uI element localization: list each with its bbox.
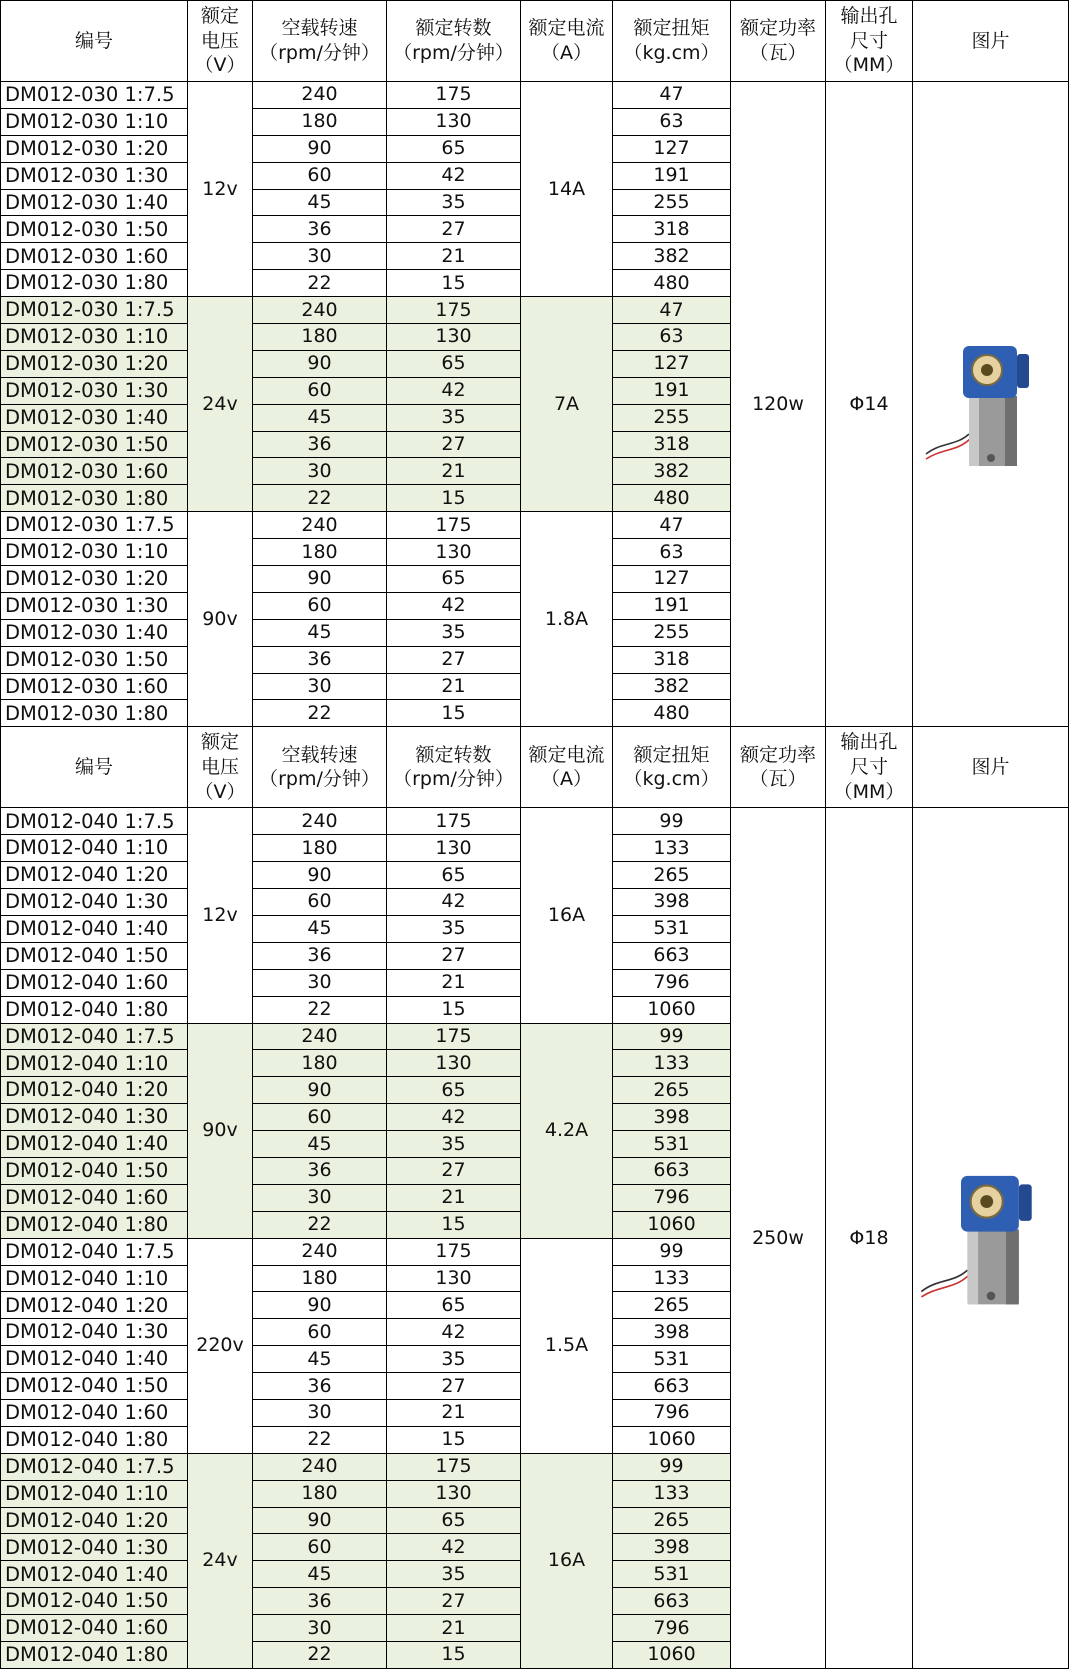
torque-cell: 133	[613, 1480, 731, 1507]
torque-cell: 663	[613, 1157, 731, 1184]
no-load-speed-cell: 180	[253, 1480, 387, 1507]
torque-cell: 47	[613, 512, 731, 539]
power-cell: 250w	[731, 808, 826, 1669]
torque-cell: 318	[613, 431, 731, 458]
torque-cell: 1060	[613, 996, 731, 1023]
torque-cell: 480	[613, 270, 731, 297]
torque-cell: 663	[613, 1373, 731, 1400]
rated-speed-cell: 27	[387, 1588, 521, 1615]
torque-cell: 191	[613, 377, 731, 404]
model-cell: DM012-030 1:7.5	[1, 82, 188, 109]
torque-cell: 480	[613, 700, 731, 727]
no-load-speed-cell: 30	[253, 1615, 387, 1642]
column-header: 额定电流 （A）	[521, 727, 613, 808]
rated-speed-cell: 27	[387, 431, 521, 458]
no-load-speed-cell: 90	[253, 1292, 387, 1319]
model-cell: DM012-040 1:80	[1, 1641, 188, 1668]
rated-speed-cell: 65	[387, 1077, 521, 1104]
column-header: 空载转速 （rpm/分钟）	[253, 1, 387, 82]
model-cell: DM012-040 1:80	[1, 1426, 188, 1453]
no-load-speed-cell: 180	[253, 324, 387, 351]
model-cell: DM012-040 1:50	[1, 942, 188, 969]
current-cell: 16A	[521, 1453, 613, 1668]
model-cell: DM012-040 1:30	[1, 1319, 188, 1346]
no-load-speed-cell: 45	[253, 1131, 387, 1158]
rated-speed-cell: 130	[387, 108, 521, 135]
rated-speed-cell: 27	[387, 1373, 521, 1400]
rated-speed-cell: 35	[387, 404, 521, 431]
no-load-speed-cell: 240	[253, 808, 387, 835]
torque-cell: 63	[613, 108, 731, 135]
torque-cell: 1060	[613, 1426, 731, 1453]
voltage-cell: 24v	[188, 297, 253, 512]
model-cell: DM012-040 1:60	[1, 1399, 188, 1426]
rated-speed-cell: 35	[387, 1561, 521, 1588]
no-load-speed-cell: 90	[253, 566, 387, 593]
rated-speed-cell: 35	[387, 1346, 521, 1373]
rated-speed-cell: 65	[387, 862, 521, 889]
rated-speed-cell: 15	[387, 1641, 521, 1668]
model-cell: DM012-040 1:30	[1, 889, 188, 916]
voltage-cell: 220v	[188, 1238, 253, 1453]
column-header: 空载转速 （rpm/分钟）	[253, 727, 387, 808]
header-row	[1, 1, 1069, 82]
current-cell: 7A	[521, 297, 613, 512]
no-load-speed-cell: 60	[253, 1104, 387, 1131]
model-cell: DM012-030 1:50	[1, 431, 188, 458]
model-cell: DM012-040 1:10	[1, 835, 188, 862]
column-header: 输出孔 尺寸 （MM）	[826, 727, 913, 808]
no-load-speed-cell: 60	[253, 1534, 387, 1561]
no-load-speed-cell: 22	[253, 485, 387, 512]
model-cell: DM012-030 1:20	[1, 350, 188, 377]
torque-cell: 63	[613, 539, 731, 566]
torque-cell: 382	[613, 458, 731, 485]
torque-cell: 133	[613, 1050, 731, 1077]
rated-speed-cell: 42	[387, 162, 521, 189]
no-load-speed-cell: 60	[253, 377, 387, 404]
model-cell: DM012-040 1:7.5	[1, 808, 188, 835]
no-load-speed-cell: 180	[253, 539, 387, 566]
torque-cell: 265	[613, 1507, 731, 1534]
rated-speed-cell: 175	[387, 1453, 521, 1480]
no-load-speed-cell: 240	[253, 297, 387, 324]
torque-cell: 531	[613, 1561, 731, 1588]
no-load-speed-cell: 240	[253, 1453, 387, 1480]
column-header: 额定功率 （瓦）	[731, 1, 826, 82]
rated-speed-cell: 42	[387, 1104, 521, 1131]
no-load-speed-cell: 60	[253, 1319, 387, 1346]
model-cell: DM012-040 1:40	[1, 1561, 188, 1588]
rated-speed-cell: 130	[387, 1265, 521, 1292]
torque-cell: 191	[613, 162, 731, 189]
no-load-speed-cell: 180	[253, 108, 387, 135]
model-cell: DM012-030 1:80	[1, 485, 188, 512]
column-header: 额定扭矩 （kg.cm）	[613, 1, 731, 82]
model-cell: DM012-040 1:10	[1, 1265, 188, 1292]
column-header: 额定扭矩 （kg.cm）	[613, 727, 731, 808]
hole-size-cell: Φ18	[826, 808, 913, 1669]
no-load-speed-cell: 60	[253, 592, 387, 619]
model-cell: DM012-040 1:80	[1, 996, 188, 1023]
torque-cell: 191	[613, 592, 731, 619]
model-cell: DM012-040 1:40	[1, 1131, 188, 1158]
rated-speed-cell: 130	[387, 1050, 521, 1077]
torque-cell: 255	[613, 619, 731, 646]
model-cell: DM012-030 1:60	[1, 458, 188, 485]
no-load-speed-cell: 22	[253, 1426, 387, 1453]
rated-speed-cell: 15	[387, 1426, 521, 1453]
table-row	[1, 808, 1069, 835]
model-cell: DM012-030 1:30	[1, 377, 188, 404]
current-cell: 1.5A	[521, 1238, 613, 1453]
no-load-speed-cell: 30	[253, 673, 387, 700]
no-load-speed-cell: 30	[253, 969, 387, 996]
column-header: 额定 电压 （V）	[188, 727, 253, 808]
torque-cell: 480	[613, 485, 731, 512]
rated-speed-cell: 175	[387, 512, 521, 539]
model-cell: DM012-040 1:20	[1, 1507, 188, 1534]
model-cell: DM012-030 1:10	[1, 108, 188, 135]
rated-speed-cell: 65	[387, 1292, 521, 1319]
column-header: 编号	[1, 1, 188, 82]
no-load-speed-cell: 45	[253, 404, 387, 431]
no-load-speed-cell: 180	[253, 1265, 387, 1292]
torque-cell: 531	[613, 915, 731, 942]
model-cell: DM012-030 1:7.5	[1, 512, 188, 539]
model-cell: DM012-040 1:50	[1, 1157, 188, 1184]
rated-speed-cell: 35	[387, 1131, 521, 1158]
rated-speed-cell: 15	[387, 485, 521, 512]
model-cell: DM012-040 1:10	[1, 1480, 188, 1507]
model-cell: DM012-030 1:30	[1, 162, 188, 189]
rated-speed-cell: 21	[387, 969, 521, 996]
torque-cell: 47	[613, 82, 731, 109]
torque-cell: 265	[613, 862, 731, 889]
column-header: 额定功率 （瓦）	[731, 727, 826, 808]
torque-cell: 63	[613, 324, 731, 351]
rated-speed-cell: 42	[387, 377, 521, 404]
model-cell: DM012-030 1:20	[1, 135, 188, 162]
no-load-speed-cell: 45	[253, 189, 387, 216]
model-cell: DM012-040 1:50	[1, 1373, 188, 1400]
rated-speed-cell: 175	[387, 1238, 521, 1265]
rated-speed-cell: 21	[387, 1615, 521, 1642]
model-cell: DM012-030 1:60	[1, 673, 188, 700]
torque-cell: 99	[613, 1238, 731, 1265]
torque-cell: 796	[613, 1615, 731, 1642]
no-load-speed-cell: 22	[253, 1641, 387, 1668]
torque-cell: 796	[613, 1184, 731, 1211]
no-load-speed-cell: 22	[253, 270, 387, 297]
no-load-speed-cell: 36	[253, 1588, 387, 1615]
torque-cell: 127	[613, 566, 731, 593]
photo-cell	[913, 808, 1069, 1669]
rated-speed-cell: 130	[387, 324, 521, 351]
model-cell: DM012-030 1:20	[1, 566, 188, 593]
model-cell: DM012-030 1:40	[1, 619, 188, 646]
no-load-speed-cell: 180	[253, 835, 387, 862]
no-load-speed-cell: 60	[253, 162, 387, 189]
torque-cell: 265	[613, 1292, 731, 1319]
rated-speed-cell: 15	[387, 1211, 521, 1238]
rated-speed-cell: 15	[387, 270, 521, 297]
no-load-speed-cell: 90	[253, 1077, 387, 1104]
torque-cell: 796	[613, 1399, 731, 1426]
torque-cell: 398	[613, 1319, 731, 1346]
gear-motor-photo	[921, 334, 1061, 474]
voltage-cell: 90v	[188, 512, 253, 727]
rated-speed-cell: 21	[387, 1184, 521, 1211]
model-cell: DM012-040 1:40	[1, 1346, 188, 1373]
rated-speed-cell: 27	[387, 1157, 521, 1184]
rated-speed-cell: 175	[387, 82, 521, 109]
model-cell: DM012-040 1:60	[1, 969, 188, 996]
current-cell: 16A	[521, 808, 613, 1023]
no-load-speed-cell: 30	[253, 1399, 387, 1426]
column-header: 编号	[1, 727, 188, 808]
rated-speed-cell: 175	[387, 297, 521, 324]
no-load-speed-cell: 30	[253, 243, 387, 270]
rated-speed-cell: 21	[387, 458, 521, 485]
torque-cell: 531	[613, 1131, 731, 1158]
model-cell: DM012-040 1:30	[1, 1534, 188, 1561]
torque-cell: 1060	[613, 1211, 731, 1238]
column-header: 输出孔 尺寸 （MM）	[826, 1, 913, 82]
no-load-speed-cell: 240	[253, 512, 387, 539]
column-header: 额定转数 （rpm/分钟）	[387, 1, 521, 82]
column-header: 额定电流 （A）	[521, 1, 613, 82]
no-load-speed-cell: 240	[253, 1023, 387, 1050]
no-load-speed-cell: 60	[253, 889, 387, 916]
model-cell: DM012-040 1:7.5	[1, 1023, 188, 1050]
no-load-speed-cell: 36	[253, 942, 387, 969]
torque-cell: 133	[613, 835, 731, 862]
rated-speed-cell: 27	[387, 216, 521, 243]
model-cell: DM012-040 1:40	[1, 915, 188, 942]
model-cell: DM012-040 1:7.5	[1, 1453, 188, 1480]
no-load-speed-cell: 36	[253, 1157, 387, 1184]
rated-speed-cell: 27	[387, 646, 521, 673]
model-cell: DM012-040 1:20	[1, 1292, 188, 1319]
rated-speed-cell: 175	[387, 808, 521, 835]
model-cell: DM012-040 1:10	[1, 1050, 188, 1077]
rated-speed-cell: 42	[387, 1534, 521, 1561]
torque-cell: 398	[613, 889, 731, 916]
torque-cell: 382	[613, 243, 731, 270]
no-load-speed-cell: 240	[253, 82, 387, 109]
no-load-speed-cell: 45	[253, 1561, 387, 1588]
torque-cell: 318	[613, 646, 731, 673]
column-header: 额定转数 （rpm/分钟）	[387, 727, 521, 808]
model-cell: DM012-040 1:20	[1, 1077, 188, 1104]
no-load-speed-cell: 90	[253, 1507, 387, 1534]
header-row	[1, 727, 1069, 808]
rated-speed-cell: 35	[387, 189, 521, 216]
rated-speed-cell: 65	[387, 566, 521, 593]
column-header: 额定 电压 （V）	[188, 1, 253, 82]
torque-cell: 99	[613, 1023, 731, 1050]
torque-cell: 398	[613, 1534, 731, 1561]
no-load-speed-cell: 22	[253, 996, 387, 1023]
rated-speed-cell: 35	[387, 619, 521, 646]
model-cell: DM012-030 1:40	[1, 189, 188, 216]
no-load-speed-cell: 36	[253, 216, 387, 243]
table-row	[1, 82, 1069, 109]
torque-cell: 99	[613, 808, 731, 835]
no-load-speed-cell: 180	[253, 1050, 387, 1077]
rated-speed-cell: 65	[387, 350, 521, 377]
column-header: 图片	[913, 727, 1069, 808]
model-cell: DM012-030 1:10	[1, 539, 188, 566]
hole-size-cell: Φ14	[826, 82, 913, 727]
torque-cell: 796	[613, 969, 731, 996]
no-load-speed-cell: 45	[253, 915, 387, 942]
no-load-speed-cell: 90	[253, 135, 387, 162]
no-load-speed-cell: 90	[253, 862, 387, 889]
rated-speed-cell: 42	[387, 889, 521, 916]
rated-speed-cell: 130	[387, 835, 521, 862]
torque-cell: 255	[613, 404, 731, 431]
torque-cell: 382	[613, 673, 731, 700]
model-cell: DM012-040 1:30	[1, 1104, 188, 1131]
model-cell: DM012-030 1:50	[1, 216, 188, 243]
torque-cell: 127	[613, 135, 731, 162]
no-load-speed-cell: 240	[253, 1238, 387, 1265]
torque-cell: 47	[613, 297, 731, 324]
no-load-speed-cell: 36	[253, 646, 387, 673]
no-load-speed-cell: 45	[253, 619, 387, 646]
column-header: 图片	[913, 1, 1069, 82]
no-load-speed-cell: 22	[253, 1211, 387, 1238]
voltage-cell: 24v	[188, 1453, 253, 1668]
torque-cell: 133	[613, 1265, 731, 1292]
rated-speed-cell: 130	[387, 1480, 521, 1507]
model-cell: DM012-040 1:7.5	[1, 1238, 188, 1265]
torque-cell: 531	[613, 1346, 731, 1373]
rated-speed-cell: 42	[387, 1319, 521, 1346]
no-load-speed-cell: 30	[253, 458, 387, 485]
torque-cell: 663	[613, 1588, 731, 1615]
model-cell: DM012-030 1:10	[1, 324, 188, 351]
rated-speed-cell: 130	[387, 539, 521, 566]
voltage-cell: 12v	[188, 82, 253, 297]
torque-cell: 398	[613, 1104, 731, 1131]
model-cell: DM012-040 1:80	[1, 1211, 188, 1238]
rated-speed-cell: 21	[387, 1399, 521, 1426]
model-cell: DM012-030 1:80	[1, 270, 188, 297]
rated-speed-cell: 21	[387, 243, 521, 270]
current-cell: 1.8A	[521, 512, 613, 727]
voltage-cell: 90v	[188, 1023, 253, 1238]
rated-speed-cell: 21	[387, 673, 521, 700]
no-load-speed-cell: 30	[253, 1184, 387, 1211]
model-cell: DM012-030 1:7.5	[1, 297, 188, 324]
no-load-speed-cell: 36	[253, 1373, 387, 1400]
photo-cell	[913, 82, 1069, 727]
torque-cell: 127	[613, 350, 731, 377]
rated-speed-cell: 15	[387, 700, 521, 727]
model-cell: DM012-040 1:50	[1, 1588, 188, 1615]
torque-cell: 255	[613, 189, 731, 216]
torque-cell: 1060	[613, 1641, 731, 1668]
rated-speed-cell: 65	[387, 135, 521, 162]
rated-speed-cell: 175	[387, 1023, 521, 1050]
gear-motor-photo	[916, 1163, 1066, 1313]
power-cell: 120w	[731, 82, 826, 727]
current-cell: 14A	[521, 82, 613, 297]
torque-cell: 265	[613, 1077, 731, 1104]
model-cell: DM012-040 1:20	[1, 862, 188, 889]
no-load-speed-cell: 22	[253, 700, 387, 727]
no-load-speed-cell: 90	[253, 350, 387, 377]
rated-speed-cell: 15	[387, 996, 521, 1023]
model-cell: DM012-030 1:50	[1, 646, 188, 673]
current-cell: 4.2A	[521, 1023, 613, 1238]
model-cell: DM012-030 1:60	[1, 243, 188, 270]
voltage-cell: 12v	[188, 808, 253, 1023]
torque-cell: 663	[613, 942, 731, 969]
model-cell: DM012-030 1:80	[1, 700, 188, 727]
no-load-speed-cell: 36	[253, 431, 387, 458]
torque-cell: 99	[613, 1453, 731, 1480]
model-cell: DM012-030 1:30	[1, 592, 188, 619]
rated-speed-cell: 27	[387, 942, 521, 969]
rated-speed-cell: 42	[387, 592, 521, 619]
model-cell: DM012-040 1:60	[1, 1184, 188, 1211]
model-cell: DM012-040 1:60	[1, 1615, 188, 1642]
torque-cell: 318	[613, 216, 731, 243]
rated-speed-cell: 35	[387, 915, 521, 942]
rated-speed-cell: 65	[387, 1507, 521, 1534]
no-load-speed-cell: 45	[253, 1346, 387, 1373]
model-cell: DM012-030 1:40	[1, 404, 188, 431]
